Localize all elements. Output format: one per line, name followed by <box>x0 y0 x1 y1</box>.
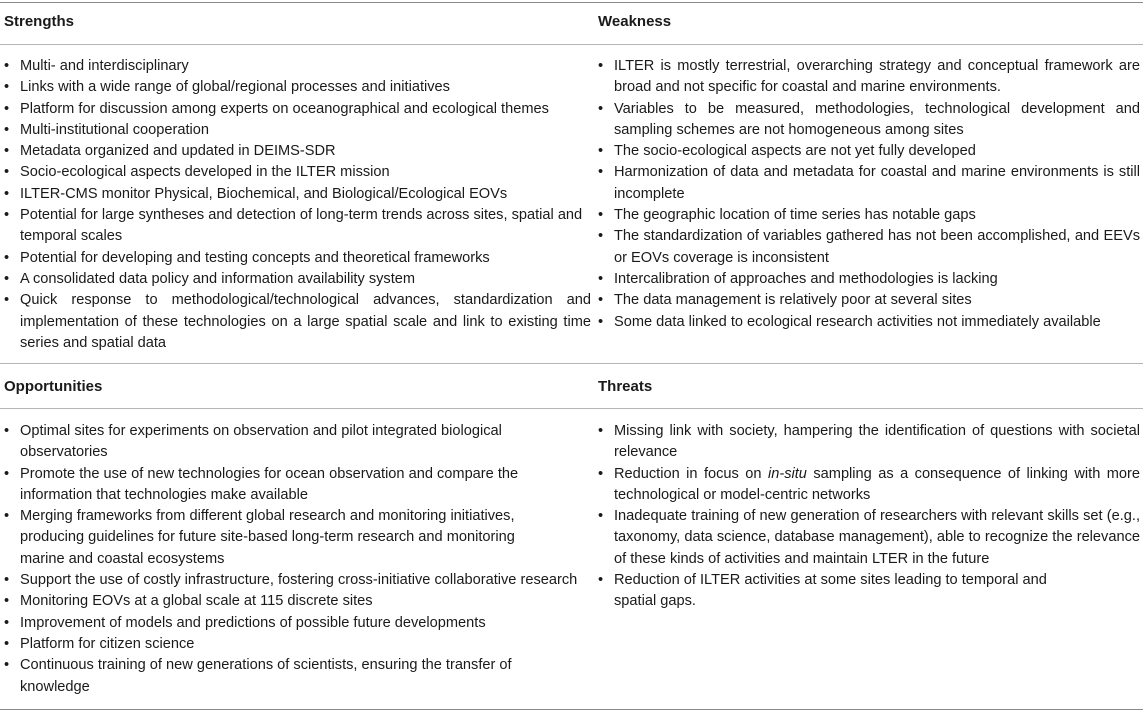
list-item: • Platform for citizen science <box>4 634 544 655</box>
list-item: • Harmonization of data and metadata for coastal and marine environments is still incomplete <box>598 162 1140 205</box>
list-item: • Optimal sites for experiments on observation and pilot integrated biological observatories <box>4 421 544 464</box>
list-item: • Platform for discussion among experts on oceanographical and ecological themes <box>4 99 591 120</box>
list-item: • Potential for developing and testing concepts and theoretical frameworks <box>4 248 591 269</box>
list-item: • Reduction of ILTER activities at some sites leading to temporal and spatial gaps. <box>598 570 1140 613</box>
list-item: • Socio-ecological aspects developed in the ILTER mission <box>4 162 591 183</box>
list-item: • Missing link with society, hampering the identification of questions with societal relevance <box>598 421 1140 464</box>
list-item: • Multi- and interdisciplinary <box>4 56 591 77</box>
list-item: • The socio-ecological aspects are not yet fully developed <box>598 141 1140 162</box>
list-item: • Monitoring EOVs at a global scale at 115 discrete sites <box>4 591 544 612</box>
list-item: • Continuous training of new generations of scientists, ensuring the transfer of knowledge <box>4 655 544 698</box>
weakness-header: Weakness <box>598 13 672 30</box>
strengths-header: Strengths <box>4 13 75 30</box>
list-item: • Variables to be measured, methodologies, technological development and sampling schemes are not homogeneous among sites <box>598 99 1140 142</box>
list-item: • Inadequate training of new generation of researchers with relevant skills set (e.g., taxonomy, data science, database management), able to recognize the relevance of these kinds of activities and maintain LTER in the future <box>598 506 1140 570</box>
threats-header: Threats <box>598 378 653 395</box>
list-item: • A consolidated data policy and information availability system <box>4 269 591 290</box>
list-item: • Improvement of models and predictions of possible future developments <box>4 613 544 634</box>
list-item: • Intercalibration of approaches and methodologies is lacking <box>598 269 1140 290</box>
header-rule-2 <box>0 408 1143 409</box>
list-item: • The geographic location of time series has notable gaps <box>598 205 1140 226</box>
opportunities-list <box>4 421 578 698</box>
threats-list <box>598 421 1140 613</box>
list-item: • Links with a wide range of global/regional processes and initiatives <box>4 77 591 98</box>
row-separator-rule <box>0 363 1143 364</box>
list-item: • Some data linked to ecological research activities not immediately available <box>598 312 1140 333</box>
list-item: • The standardization of variables gathered has not been accomplished, and EEVs or EOVs coverage is inconsistent <box>598 226 1140 269</box>
list-item: • Metadata organized and updated in DEIMS-SDR <box>4 141 591 162</box>
header-rule-1 <box>0 44 1143 45</box>
weakness-list <box>598 56 1140 333</box>
list-item: • Quick response to methodological/technological advances, standardization and implementation of these technologies on a large spatial scale and link to existing time series and spatial data <box>4 290 591 354</box>
list-item: • The data management is relatively poor at several sites <box>598 290 1140 311</box>
in-situ-term: in-situ <box>767 465 807 482</box>
table-top-rule <box>0 2 1143 3</box>
list-item: • ILTER is mostly terrestrial, overarching strategy and conceptual framework are broad and not specific for coastal and marine environments. <box>598 56 1140 99</box>
list-item: • ILTER-CMS monitor Physical, Biochemical, and Biological/Ecological EOVs <box>4 184 591 205</box>
list-item: • Multi-institutional cooperation <box>4 120 591 141</box>
strengths-list <box>4 56 591 354</box>
list-item: • Potential for large syntheses and detection of long-term trends across sites, spatial and temporal scales <box>4 205 591 248</box>
table-bottom-rule <box>0 709 1143 710</box>
opportunities-header: Opportunities <box>4 378 103 395</box>
list-item: • Promote the use of new technologies for ocean observation and compare the information that technologies make available <box>4 464 544 507</box>
list-item: • Reduction in focus on in-situ sampling as a consequence of linking with more technological or model-centric networks <box>598 464 1140 507</box>
list-item: • Merging frameworks from different global research and monitoring initiatives, producing guidelines for future site-based long-term research and monitoring marine and coastal ecosystems <box>4 506 544 570</box>
list-item: • Support the use of costly infrastructure, fostering cross-initiative collaborative research <box>4 570 600 591</box>
